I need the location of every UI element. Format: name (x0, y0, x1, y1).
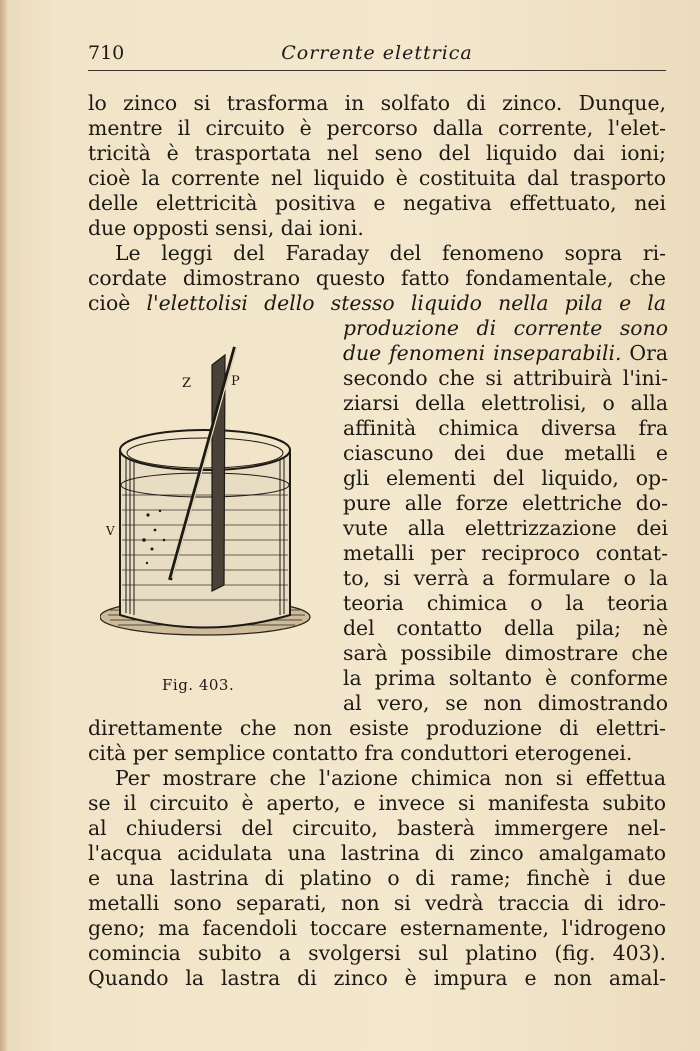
text-line: mentre il circuito è percorso dalla corrente, l'elet- (88, 116, 666, 140)
text-line: l'acqua acidulata una lastrina di zinco amalgamato (88, 841, 666, 865)
paragraph-continuation (88, 716, 666, 991)
voltaic-cell-engraving (100, 335, 325, 665)
figure-caption: Fig. 403. (162, 676, 235, 694)
text-line: ciascuno dei due metalli e (343, 441, 668, 465)
text-line: Le leggi del Faraday del fenomeno sopra ri- (115, 241, 666, 265)
text-line-mixed (88, 291, 666, 316)
text-line: lo zinco si trasforma in solfato di zinco. Dunque, (88, 91, 666, 115)
text-line: vute alla elettrizzazione dei (343, 516, 668, 540)
label-zinc: Z (182, 376, 192, 391)
text-line: cordate dimostrano questo fatto fondamentale, che (88, 266, 666, 290)
text-line: metalli sono separati, non si vedrà traccia di idro- (88, 891, 666, 915)
text-line: cità per semplice contatto fra conduttori eterogenei. (88, 741, 633, 765)
text-line: Quando la lastra di zinco è impura e non amal- (88, 966, 666, 990)
paragraph-1 (88, 91, 666, 316)
text-line: se il circuito è aperto, e invece si manifesta subito (88, 791, 666, 815)
text-line: gli elementi del liquido, op- (343, 466, 668, 490)
text-line: to, si verrà a formulare o la (343, 566, 668, 590)
text-line: e una lastrina di platino o di rame; finchè i due (88, 866, 666, 890)
text-line: due opposti sensi, dai ioni. (88, 216, 364, 240)
text-line: al vero, se non dimostrando (343, 691, 668, 715)
text-line: sarà possibile dimostrare che (343, 641, 668, 665)
text-line: cioè la corrente nel liquido è costituita dal trasporto (88, 166, 666, 190)
text-line: pure alle forze elettriche do- (343, 491, 668, 515)
text-line: del contatto della pila; nè (343, 616, 668, 640)
page-header (88, 40, 666, 71)
text-line: direttamente che non esiste produzione di elettri- (88, 716, 666, 740)
text-run: cioè (88, 291, 131, 315)
page-number: 710 (88, 42, 125, 64)
label-platinum: P (231, 374, 240, 389)
page-binding-edge (0, 0, 7, 1051)
text-line: produzione di corrente sono (343, 316, 668, 340)
italic-run: due fenomeni inseparabili. (343, 341, 622, 365)
text-line: affinità chimica diversa fra (343, 416, 668, 440)
text-run: Ora (629, 341, 668, 365)
text-line: comincia subito a svolgersi sul platino (fig. 403). (88, 941, 666, 965)
figure-403-voltaic-cell-illustration (100, 335, 325, 665)
text-line-mixed (343, 341, 668, 366)
paragraph-2-wrapped-column (343, 316, 668, 716)
text-line: la prima soltanto è conforme (343, 666, 668, 690)
text-line: metalli per reciproco contat- (343, 541, 668, 565)
italic-run: l'elettolisi dello stesso liquido nella pila e la (146, 291, 666, 315)
text-line: teoria chimica o la teoria (343, 591, 668, 615)
running-title: Corrente elettrica (281, 42, 473, 64)
text-line: ziarsi della elettrolisi, o alla (343, 391, 668, 415)
text-line: tricità è trasportata nel seno del liquido dai ioni; (88, 141, 666, 165)
label-vessel: V (106, 524, 115, 538)
text-line: Per mostrare che l'azione chimica non si effettua (115, 766, 666, 790)
text-line: geno; ma facendoli toccare esternamente, l'idrogeno (88, 916, 666, 940)
text-line: delle elettricità positiva e negativa effettuato, nei (88, 191, 666, 215)
text-line: al chiudersi del circuito, basterà immergere nel- (88, 816, 666, 840)
text-line: secondo che si attribuirà l'ini- (343, 366, 668, 390)
